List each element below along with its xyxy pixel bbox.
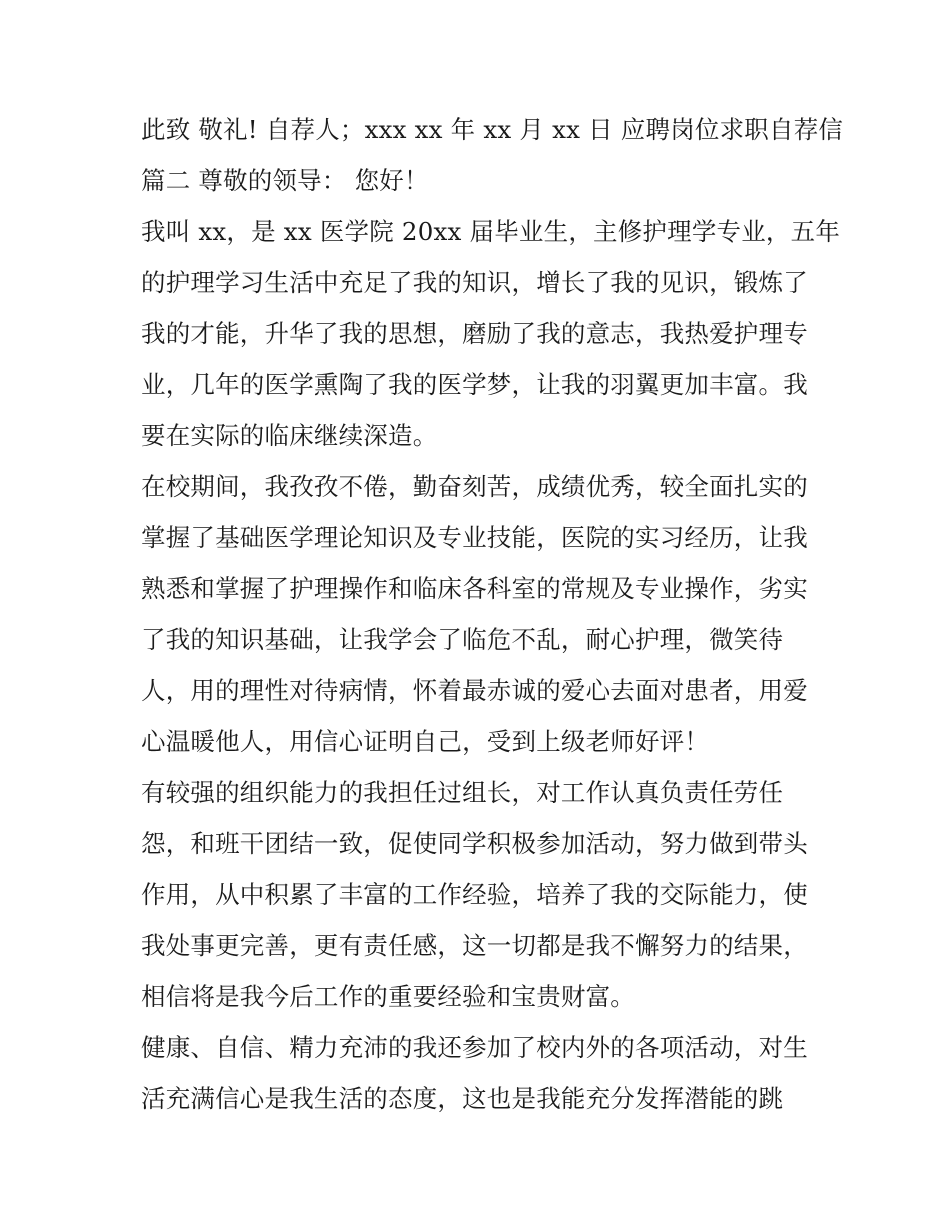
text-line: 我处事更完善，更有责任感，这一切都是我不懈努力的结果， [141,931,808,960]
text-line: 掌握了基础医学理论知识及专业技能，医院的实习经历，让我 [141,523,808,552]
text-line: 我叫 xx，是 xx 医学院 20xx 届毕业生，主修护理学专业，五年 [141,217,841,246]
text-line: 相信将是我今后工作的重要经验和宝贵财富。 [141,982,635,1011]
text-line: 要在实际的临床继续深造。 [141,421,438,450]
text-line: 我的才能，升华了我的思想，磨励了我的意志，我热爱护理专 [141,319,808,348]
text-line: 篇二 尊敬的领导： 您好！ [141,166,429,195]
text-line: 熟悉和掌握了护理操作和临床各科室的常规及专业操作，劣实 [141,574,808,603]
text-line: 作用，从中积累了丰富的工作经验，培养了我的交际能力，使 [141,880,808,909]
text-line: 健康、自信、精力充沛的我还参加了校内外的各项活动，对生 [141,1033,808,1062]
text-line: 此致 敬礼! 自荐人；xxx xx 年 xx 月 xx 日 应聘岗位求职自荐信 [141,115,844,144]
text-line: 在校期间，我孜孜不倦，勤奋刻苦，成绩优秀，较全面扎实的 [141,472,808,501]
text-line: 了我的知识基础，让我学会了临危不乱，耐心护理，微笑待 [141,625,784,654]
text-line: 业，几年的医学熏陶了我的医学梦，让我的羽翼更加丰富。我 [141,370,808,399]
text-line: 心温暖他人，用信心证明自己，受到上级老师好评！ [141,727,710,756]
text-line: 怨，和班干团结一致，促使同学积极参加活动，努力做到带头 [141,829,808,858]
text-line: 人，用的理性对待病情，怀着最赤诚的爱心去面对患者，用爱 [141,676,808,705]
text-line: 活充满信心是我生活的态度，这也是我能充分发挥潜能的跳 [141,1084,784,1113]
text-line: 有较强的组织能力的我担任过组长，对工作认真负责任劳任 [141,778,784,807]
text-line: 的护理学习生活中充足了我的知识，增长了我的见识，锻炼了 [141,268,808,297]
